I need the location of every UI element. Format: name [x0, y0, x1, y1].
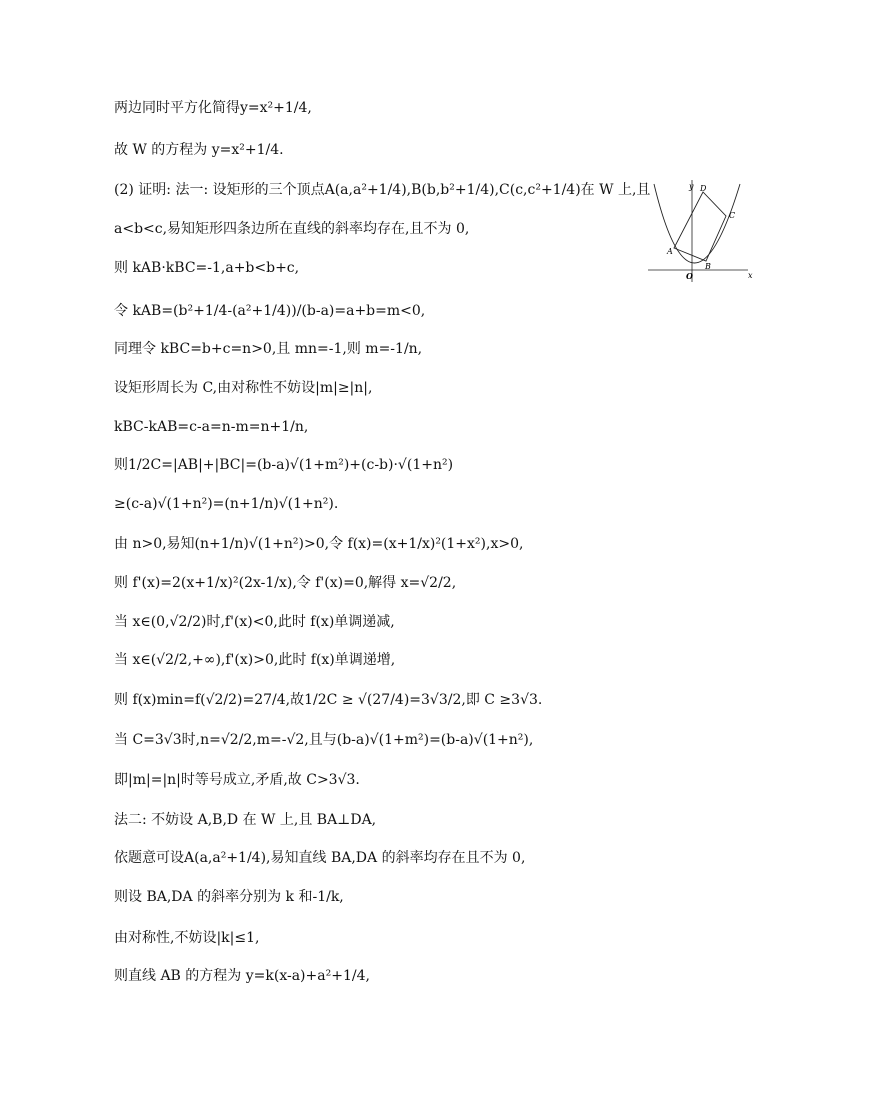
- x-axis-label: x: [748, 271, 753, 280]
- point-a-label: A: [667, 247, 673, 256]
- text-line-6: 令 kAB=(b²+1/4-(a²+1/4))/(b-a)=a+b=m<0,: [114, 303, 426, 319]
- text-line-3: (2) 证明: 法一: 设矩形的三个顶点A(a,a²+1/4),B(b,b²+1/4),C(c,c²+1/4)在 W 上,且: [114, 182, 651, 198]
- text-line-23: 则直线 AB 的方程为 y=k(x-a)+a²+1/4,: [114, 968, 370, 984]
- origin-label: O: [686, 271, 693, 281]
- rectangle-abcd: [674, 192, 726, 261]
- text-line-22: 由对称性,不妨设|k|≤1,: [114, 930, 260, 946]
- text-line-14: 当 x∈(0,√2/2)时,f'(x)<0,此时 f(x)单调递减,: [114, 614, 395, 630]
- text-line-2: 故 W 的方程为 y=x²+1/4.: [114, 142, 284, 158]
- point-d-label: D: [700, 184, 707, 193]
- parabola-rectangle-figure: [648, 178, 756, 286]
- text-line-15: 当 x∈(√2/2,+∞),f'(x)>0,此时 f(x)单调递增,: [114, 652, 396, 668]
- text-line-12: 由 n>0,易知(n+1/n)√(1+n²)>0,令 f(x)=(x+1/x)²(1+x²),x>0,: [114, 536, 524, 552]
- text-line-7: 同理令 kBC=b+c=n>0,且 mn=-1,则 m=-1/n,: [114, 341, 423, 357]
- y-axis-label: y: [689, 182, 694, 191]
- text-line-21: 则设 BA,DA 的斜率分别为 k 和-1/k,: [114, 889, 344, 905]
- point-b-label: B: [705, 262, 711, 271]
- text-line-19: 法二: 不妨设 A,B,D 在 W 上,且 BA⊥DA,: [114, 812, 377, 828]
- text-line-11: ≥(c-a)√(1+n²)=(n+1/n)√(1+n²).: [114, 496, 339, 512]
- text-line-9: kBC-kAB=c-a=n-m=n+1/n,: [114, 419, 309, 435]
- text-line-16: 则 f(x)min=f(√2/2)=27/4,故1/2C ≥ √(27/4)=3√3/2,即 C ≥3√3.: [114, 692, 543, 708]
- text-line-13: 则 f'(x)=2(x+1/x)²(2x-1/x),令 f'(x)=0,解得 x=√2/2,: [114, 575, 457, 591]
- text-line-8: 设矩形周长为 C,由对称性不妨设|m|≥|n|,: [114, 380, 373, 396]
- text-line-17: 当 C=3√3时,n=√2/2,m=-√2,且与(b-a)√(1+m²)=(b-a)√(1+n²),: [114, 732, 534, 748]
- text-line-5: 则 kAB·kBC=-1,a+b<b+c,: [114, 260, 300, 276]
- text-line-10: 则1/2C=|AB|+|BC|=(b-a)√(1+m²)+(c-b)·√(1+n²): [114, 457, 454, 473]
- text-line-4: a<b<c,易知矩形四条边所在直线的斜率均存在,且不为 0,: [114, 221, 470, 237]
- text-line-1: 两边同时平方化简得y=x²+1/4,: [114, 100, 312, 116]
- text-line-20: 依题意可设A(a,a²+1/4),易知直线 BA,DA 的斜率均存在且不为 0,: [114, 850, 526, 866]
- text-line-18: 即|m|=|n|时等号成立,矛盾,故 C>3√3.: [114, 772, 360, 788]
- point-c-label: C: [729, 211, 736, 220]
